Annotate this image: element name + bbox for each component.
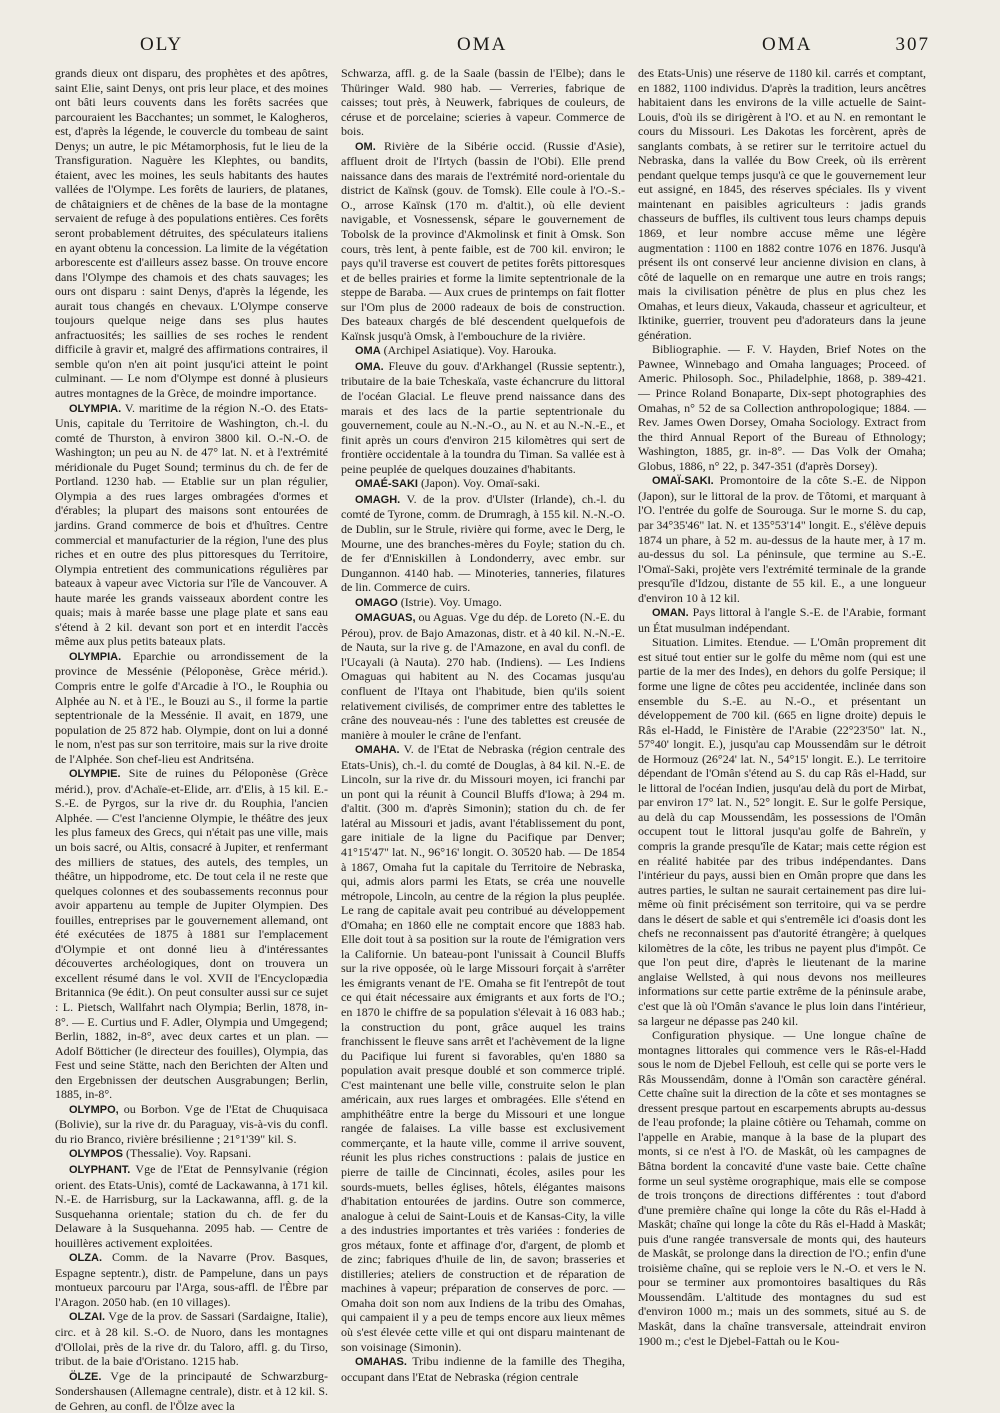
entry-olympia-gr: OLYMPIA. Eparchie ou arrondissement de la province de Messénie (Péloponèse, Grèce mérid.). Compris entre le golfe d'Arcadie à l'O., le Rouphia ou Alphée au N. et à l'E., le Bouzi au S., il forme la partie septentrionale de la Messénie. Il avait, en 1879, une population de 25 872 hab. Olympie, dont on lui a donné le nom, n'est pas sur son territoire, mais sur la rive droite de l'Alphée. Son chef-lieu est Andritséna. xyxy=(55,648,328,766)
entry-paragraph: Schwarza, affl. g. de la Saale (bassin de l'Elbe); dans le Thüringer Wald. 980 hab. — Verreries, fabrique de caisses; tout près, à Neuwerk, fabriques de couleurs, de céruse et de porcelaine; scieries à vapeur. Commerce de bois. xyxy=(341,66,625,139)
entry-headword: OLZAI. xyxy=(69,1311,106,1324)
page-number: 307 xyxy=(895,34,930,55)
entry-headword: OLYMPO, xyxy=(69,1103,119,1116)
entry-oma-archipel: OMA (Archipel Asiatique). Voy. Harouka. xyxy=(355,343,557,358)
entry-headword: OLYMPIE. xyxy=(69,768,121,781)
entry-olympie: OLYMPIE. Site de ruines du Péloponèse (Grèce mérid.), prov. d'Achaïe-et-Elide, arr. d'Elis, à 15 kil. E.-S.-E. de Pyrgos, sur la rive dr. du Rouphia, l'ancien Alphée. — C'est l'ancienne Olympie, le théâtre des jeux les plus fameux des Grecs, qui n'était pas une ville, mais un bois sacré, ou Altis, consacré à Jupiter, et renfermant des milliers de statues, des autels, des temples, un théâtre, un hippodrome, etc. De tout cela il ne reste que quelques colonnes et des soubassements reconnus pour avoir appartenu au temple de Jupiter Olympien. Des fouilles, entreprises par le gouvernement allemand, ont été exécutées de 1875 à 1881 sur l'emplacement d'Olympie et ont donné lieu à d'intéressantes découvertes archéologiques, dont on trouvera un excellent résumé dans le vol. XVII de l'Encyclopædia Britannica (9e édit.). On peut consulter aussi sur ce sujet : L. Pietsch, Wallfahrt nach Olympia; Berlin, 1878, in-8°. — E. Curtius und F. Adler, Olympia und Umgegend; Berlin, 1882, in-8°, avec deux cartes et un plan. — Adolf Bötticher (le directeur des fouilles), Olympia, das Fest und seine Stätte, nach den Berichten der Alten und den Ergebnissen der deutschen Ausgrabungen; Berlin, 1885, in-8°. xyxy=(55,766,328,1102)
entry-headword: OLYMPIA. xyxy=(69,402,122,415)
section-situation: Situation. Limites. Etendue. — L'Omân proprement dit est situé tout entier sur le golfe du même nom (qui est une partie de la mer des Indes), en dehors du golfe Persique; il forme une ligne de côtes peu accidentée, inclinée dans son ensemble du S.-E. au N.-O., et présentant un développement de 700 kil. (665 en ligne droite) depuis le Râs el-Hadd, le Finistère de l'Arabie (22°23'50" lat. N., 57°40' longit. E.), jusqu'au cap Moussendâm sur le détroit de Hormouz (26°24' lat. N., 54°15' longit. E.). Le territoire dépendant de l'Omân s'étend au S. du cap Râs el-Hadd, sur le littoral de l'océan Indien, jusqu'au delà du port de Mirbat, par environ 17° lat. N., 52° longit. E. Sur le golfe Persique, au delà du cap Moussendâm, les possessions de l'Omân occupent tout le littoral jusqu'au golfe de Bahreïn, y compris la grande presqu'île de Katar; mais cette région est en réalité habitée par des tribus indépendantes. Dans l'intérieur du pays, aussi bien en Omân propre que dans les autres parties, le sultan ne saurait certainement pas dire lui-même où finit précisément son territoire, qui va se perdre dans le désert de sable et qui s'entremêle ici d'oasis dont les chefs ne reconnaissent pas d'autorité étrangère; à quelques kilomètres de la côte, les tribus ne payent plus d'impôt. Ce que l'on peut dire, d'après le lieutenant de la marine anglaise Wellsted, à qui nous devons nos meilleures informations sur cette partie extrême de la péninsule arabe, c'est que là où l'Omân s'avance le plus loin dans l'intérieur, sa largeur ne dépasse pas 240 kil. xyxy=(638,635,926,1028)
entry-omaha: OMAHA. V. de l'Etat de Nebraska (région centrale des Etats-Unis), ch.-l. du comté de Douglas, à 84 kil. N.-E. de Lincoln, sur la rive dr. du Missouri moyen, ici franchi par un pont qui la réunit à Council Bluffs d'Iowa; à 294 m. d'altit. (300 m. d'après Simonin); station du ch. de fer latéral au Missouri et jadis, avant l'établissement du pont, gare initiale de la ligne du Pacifique par Denver; 41°15'47" lat. N., 96°16' longit. O. 30520 hab. — De 1854 à 1867, Omaha fut la capitale du Territoire de Nebraska, qui, admis alors parmi les Etats, se créa une nouvelle métropole, Lincoln, au centre de la région la plus peuplée. Le rang de capitale avait peu contribué au développement d'Omaha; en 1860 elle ne comptait encore que 1883 hab. Elle doit tout à sa position sur la route de l'émigration vers la Californie. Un bateau-pont l'unissait à Council Bluffs sur la rive opposée, où le large Missouri forçait à s'arrêter les émigrants venant de l'E. Omaha se fit l'entrepôt de tout ce qui était nécessaire aux émigrants et aux forts de l'O.; en 1870 le chiffre de sa population s'élevait à 16 083 hab.; la construction du pont, grâce auquel les trains franchissent le fleuve sans arrêt et l'achèvement de la ligne du Pacifique lui furent si favorables, qu'en 1880 sa population avait presque doublé et son commerce triplé. C'est maintenant une belle ville, construite selon le plan américain, aux rues larges et ombragées. Elle s'étend en amphithéâtre entre la berge du Missouri et une longue rangée de falaises. La ville basse est exclusivement commerçante, et la haute ville, comme il arrive souvent, réunit les plus riches constructions : palais de justice en pierre de taille de Cincinnati, écoles, asiles pour les sourds-muets, belles églises, hôtels, élégantes maisons d'habitation entourées de jardins. Outre son commerce, analogue à celui de Saint-Louis et de Kansas-City, la ville a des industries importantes et très variées : fonderies de gros métaux, fonte et affinage d'or, d'argent, de plomb et de zinc; fabriques d'huile de lin, de savon; brasseries et distilleries; ateliers de construction et de réparation de machines à vapeur; préparation de conserves de porc. — Omaha doit son nom aux Indiens de la tribu des Omahas, qui campaient il y a peu de temps encore aux lieux mêmes où s'est élevée cette ville et qui ont disparu maintenant de son voisinage (Simonin). xyxy=(341,742,625,1354)
entry-olympo: OLYMPO, ou Borbon. Vge de l'Etat de Chuquisaca (Bolivie), sur la rive dr. du Paraguay, vis-à-vis du confl. du rio Branco, rivière brésilienne ; 21°1'39" kil. S. xyxy=(55,1101,328,1146)
entry-omaguas: OMAGUAS, ou Aguas. Vge du dép. de Loreto (N.-E. du Pérou), prov. de Bajo Amazonas, distr. et à 40 kil. N.-N.-E. de Nauta, sur la rive g. de l'Amazone, en aval du confl. de l'Ucayali (à Nauta). 270 hab. (Indiens). — Les Indiens Omaguas qui habitent au N. des Cocamas jusqu'au confluent de l'Itaya ont l'habitude, bien qu'ils soient relativement civilisés, de comprimer entre des tablettes le crâne des nouveau-nés : l'une des tablettes est creusée de manière à mouler le crâne de l'enfant. xyxy=(341,610,625,742)
entry-olzai: OLZAI. Vge de la prov. de Sassari (Sardaigne, Italie), circ. et à 28 kil. S.-O. de Nuoro, dans les montagnes d'Ollolai, près de la rive dr. du Taloro, affl. g. du Tirso, tribut. de la baie d'Oristano. 1215 hab. xyxy=(55,1309,328,1369)
page-header xyxy=(50,34,930,60)
section-configuration: Configuration physique. — Une longue chaîne de montagnes littorales qui commence vers le Râs-el-Hadd sous le nom de Djebel Fellouh, est celle qui se porte vers le Râs Moussendâm, donne à l'Omân son caractère général. Cette chaîne suit la direction de la côte et ses montagnes se dressent presque partout en escarpements abrupts au-dessus de l'eau profonde; la plaine côtière ou Tehamah, comme on l'appelle en Arabie, manque à la base de la plupart des monts, si ce n'est à l'O. de Maskât, où les campagnes de Bâtna bordent la concavité d'une vaste baie. Cette chaîne forme un seul système orographique, mais elle se compose de trois tronçons de directions différentes : tout d'abord d'une première chaîne qui longe la côte du Râs el-Hadd à Maskât; chaîne qui longe la côte du Râs el-Hadd à Maskât; puis d'une rangée transversale de monts qui, des hauteurs de Maskât, se prolonge dans la direction de l'O.; enfin d'une troisième chaîne, qui se reploie vers le N.-O. et vers le N. pour se terminer aux promontoires basaltiques du Râs Moussendâm. L'altitude des montagnes du sud est d'environ 1000 m.; mais un des sommets, situé au S. de Maskât, dans la chaîne transversale, atteindrait environ 1900 m.; c'est le Djebel-Fattah ou le Kou- xyxy=(638,1028,926,1348)
entry-omagh: OMAGH. V. de la prov. d'Ulster (Irlande), ch.-l. du comté de Tyrone, comm. de Drumragh, à 155 kil. N.-N.-O. de Dublin, sur le Strule, rivière qui forme, avec le Derg, le Mourne, une des branches-mères du Foyle; station du ch. de fer d'Enniskillen à Londonderry, avec embr. sur Dungannon. 4140 hab. — Minoteries, tanneries, filatures de lin. Commerce de cuirs. xyxy=(341,491,625,595)
entry-paragraph: grands dieux ont disparu, des prophètes et des apôtres, saint Elie, saint Denys, ont pris leur place, et des moines ont bâti leurs couvents dans les forêts sacrées que parcouraient les Bacchantes; un sommet, le Kalogheros, est, d'après la légende, le couvercle du tombeau de saint Denys; un autre, le pic Métamorphosis, fut le lieu de la Transfiguration. Naguère les Klephtes, ou bandits, étaient, avec les moines, les seuls habitants des hautes vallées de l'Olympe. Les forêts de lauriers, de platanes, de châtaigniers et de chênes de la base de la montagne servaient de refuge à des populations entières. Ces forêts seront probablement détruites, des spéculateurs italiens en ayant obtenu la concession. La limite de la végétation arborescente est d'ailleurs assez basse. On trouve encore dans l'Olympe des chamois et des chats sauvages; les ours ont disparu : saint Denys, d'après la légende, les aurait tous changés en chevaux. L'Olympe conserve toujours quelque neige dans ses plus hautes anfractuosités; les saillies de ses roches le rendent difficile à gravir et, malgré des affirmations contraires, il semble qu'on n'en ait point jusqu'ici atteint le point culminant. — Le nom d'Olympe est donné à plusieurs autres montagnes de la Grèce, de moindre importance. xyxy=(55,66,328,401)
entry-headword: OMAHA. xyxy=(355,744,400,757)
running-head-left: OLY xyxy=(140,34,184,55)
entry-headword: OMA. xyxy=(355,360,384,373)
entry-om: OM. Rivière de la Sibérie occid. (Russie d'Asie), affluent droit de l'Irtych (bassin de l'Obi). Elle prend naissance dans des marais de l'extrémité nord-orientale du district de Kaïnsk (gouv. de Tomsk). Elle coule à l'O.-S.-O., arrose Kaïnsk (170 m. d'altit.), où elle devient navigable, et Vosnessensk, sépare le gouvernement de Tobolsk de la province d'Akmolinsk et finit à Omsk. Son cours, très lent, à pente faible, est de 700 kil. environ; le pays qu'il traverse est couvert de petites forêts pittoresques et de belles prairies et forme la limite septentrionale de la steppe de Baraba. — Aux crues de printemps on fait flotter sur l'Om plus de 2000 radeaux de bois de construction. Des bateaux chargés de blé descendent quelquefois de Kaïnsk jusqu'à Omsk, à l'embouchure de la rivière. xyxy=(341,138,625,343)
entry-headword: OMAÉ-SAKI xyxy=(355,478,418,491)
entry-headword: OMA xyxy=(355,345,381,358)
text-column-3 xyxy=(638,66,926,1371)
entry-oman: OMAN. Pays littoral à l'angle S.-E. de l'Arabie, formant un État musulman indépendant. xyxy=(638,605,926,635)
entry-headword: OM. xyxy=(355,140,376,153)
entry-headword: OLYMPOS xyxy=(69,1148,123,1161)
entry-olyphant: OLYPHANT. Vge de l'Etat de Pennsylvanie (région orient. des Etats-Unis), comté de Lackawanna, à 171 kil. N.-E. de Harrisburg, sur la Lackawanna, affl. g. de la Susquehanna orientale; station du ch. de fer du Delaware à la Susquehanna. 2095 hab. — Centre de houillères activement exploitées. xyxy=(55,1162,328,1250)
entry-olympos: OLYMPOS (Thessalie). Voy. Rapsani. xyxy=(69,1146,252,1161)
entry-headword: OMAÏ-SAKI. xyxy=(652,475,714,488)
entry-olze: ÖLZE. Vge de la principauté de Schwarzburg-Sondershausen (Allemagne centrale), distr. et à 12 kil. S. de Gehren, au confl. de l'Ölze avec la xyxy=(55,1368,328,1413)
entry-omago: OMAGO (Istrie). Voy. Umago. xyxy=(355,594,502,609)
entry-headword: OLYPHANT. xyxy=(69,1164,131,1177)
text-column-2 xyxy=(341,66,625,1384)
entry-headword: OMAGH. xyxy=(355,493,401,506)
entry-omae-saki: OMAÉ-SAKI (Japon). Voy. Omaï-saki. xyxy=(355,476,541,491)
entry-paragraph: des Etats-Unis) une réserve de 1180 kil. carrés et comptant, en 1882, 1100 individus. D'après la tradition, leurs ancêtres habitaient dans les environs de la ville actuelle de Saint-Louis, d'où ils se dirigèrent à l'O. et au N. en remontant le cours du Missouri. Les Dakotas les forcèrent, après de sanglants combats, à se retirer sur le territoire actuel du Nebraska, dans la vallée du Bow Creek, où ils errèrent pendant quelque temps jusqu'à ce que le gouvernement leur eut assigné, en 1845, des réserves spéciales. Ils y vivent maintenant en paisibles agriculteurs : jadis grands chasseurs de buffles, ils cultivent tous leurs champs depuis 1869, et leur nombre accuse même une légère augmentation : 1100 en 1882 contre 1076 en 1876. Jusqu'à présent ils ont conservé leur ancienne division en clans, à côté de laquelle on en remarque une autre en trois rangs; mais la civilisation pénètre de plus en plus chez les Omahas, et leurs dieux, Vakauda, chasseur et agriculteur, et Iktinike, guerrier, trouvent peu d'adorateurs dans la jeune génération. xyxy=(638,66,926,342)
entry-omai-saki: OMAÏ-SAKI. Promontoire de la côte S.-E. de Nippon (Japon), sur le littoral de la prov. de Tôtomi, et marquant à l'O. l'entrée du golfe de Sourouga. Sur le morne S. du cap, par 34°35'46" lat. N. et 135°53'14" longit. E., s'élève depuis 1874 un phare, à 52 m. au-dessus de la haute mer, à 17 m. au-dessus du sol. La péninsule, que termine au S.-E. l'Omaï-Saki, projète vers l'extrémité terminale de la grande presqu'île d'Idzou, distante de 55 kil. E., a une longueur d'environ 10 à 12 kil. xyxy=(638,473,926,605)
entry-headword: OMAGUAS, xyxy=(355,612,416,625)
entry-olza: OLZA. Comm. de la Navarre (Prov. Basques, Espagne septentr.), distr. de Pampelune, dans un pays montueux parcouru par l'Arga, sous-affl. de l'Èbre par l'Aragon. 2050 hab. (en 10 villages). xyxy=(55,1250,328,1309)
text-column-1 xyxy=(55,66,328,1413)
entry-headword: OMAHAS. xyxy=(355,1356,407,1369)
entry-olympia-wa: OLYMPIA. V. maritime de la région N.-O. des Etats-Unis, capitale du Territoire de Washington, ch.-l. du comté de Thurston, à environ 3800 kil. O.-N.-O. de Washington; un peu au N. de 47° lat. N. et à l'extrémité méridionale du Puget Sound; terminus du ch. de fer de Portland. 1230 hab. — Etablie sur un plan régulier, Olympia a des rues larges ombragées d'ormes et d'érables; la plupart des maisons sont entourées de jardins. Grand commerce de bois et d'huîtres. Centre commercial et manufacturier de la région, l'une des plus riches et en outre des plus pittoresques du Territoire, Olympia entretient des communications régulières par bateaux à vapeur avec Victoria sur l'île de Vancouver. A haute marée les grands vaisseaux abordent contre les quais; mais à marée basse une plage plate et sans eau s'étend à 2 kil. devant son port et en interdit l'accès même aux plus petits bateaux plats. xyxy=(55,400,328,649)
entry-omahas: OMAHAS. Tribu indienne de la famille des Thegiha, occupant dans l'Etat de Nebraska (région centrale xyxy=(341,1354,625,1384)
entry-headword: OMAGO xyxy=(355,596,398,609)
entry-headword: OLZA. xyxy=(69,1252,102,1265)
entry-headword: OMAN. xyxy=(652,607,689,620)
running-head-center: OMA xyxy=(457,34,508,55)
entry-headword: OLYMPIA. xyxy=(69,650,122,663)
entry-headword: ÖLZE. xyxy=(69,1370,102,1383)
running-head-right: OMA xyxy=(762,34,813,55)
entry-oma-fleuve: OMA. Fleuve du gouv. d'Arkhangel (Russie septentr.), tributaire de la baie Tcheskaïa, vaste échancrure du littoral de l'océan Glacial. Le fleuve prend naissance dans des marais et des lacs de la partie septentrionale du gouvernement, coule au N.-N.-O., au N. et au N.-N.-E., et finit après un cours d'environ 215 kilomètres qui sert de frontière occidentale à la toundra du Timan. Sa vallée est à peine peuplée de quelques douzaines d'habitants. xyxy=(341,358,625,476)
bibliography-paragraph: Bibliographie. — F. V. Hayden, Brief Notes on the Pawnee, Winnebago and Omaha languages; Proceed. of Americ. Philosoph. Soc., Philadelphie, 1868, p. 389-421. — Prince Roland Bonaparte, Dix-sept photographies des Omahas, n° 52 de sa Collection anthropologique; 1884. — Rev. James Owen Dorsey, Omaha Sociology. Extract from the third Annual Report of the Bureau of Ethnology; Washington, 1885, gr. in-8°. — Das Volk der Omaha; Globus, 1886, n° 22, p. 347-351 (d'après Dorsey). xyxy=(638,342,926,473)
